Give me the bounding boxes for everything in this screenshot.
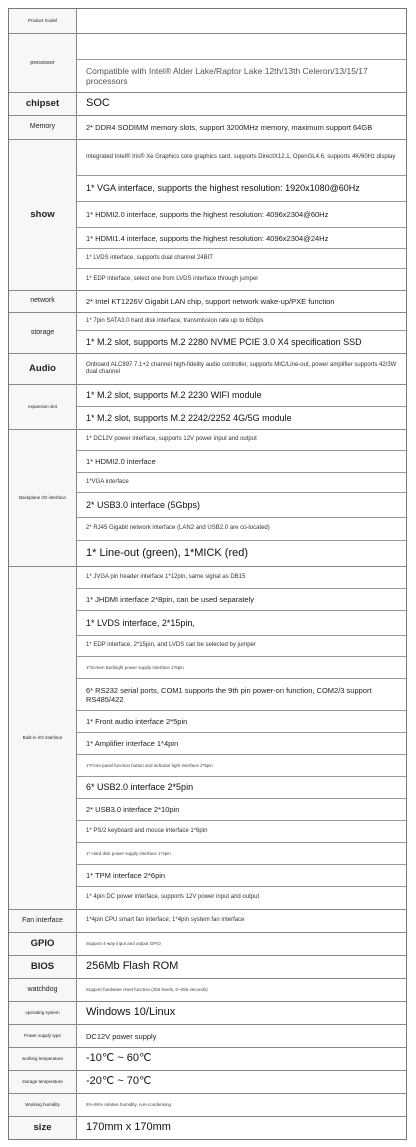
spec-label: expansion slot <box>9 385 77 429</box>
spec-value <box>77 34 406 60</box>
spec-value: 1* HDMI1.4 interface, supports the highest resolution: 4096x2304@24Hz <box>77 228 406 249</box>
spec-values <box>77 1071 406 1093</box>
spec-value: 1* M.2 slot, supports M.2 2280 NVME PCIE 3.0 X4 specification SSD <box>86 336 362 347</box>
spec-values <box>77 93 406 115</box>
spec-row <box>9 910 406 933</box>
spec-value: -20℃ ~ 70℃ <box>86 1075 152 1088</box>
spec-value: 1* EDP interface, select one from LVDS interface through jumper <box>86 275 259 282</box>
spec-value: 2* RJ45 Gigabit network interface (LAN2 and USB2.0 are co-located) <box>77 518 406 541</box>
spec-value: Integrated Intel® Iris® Xe Graphics core graphics card, supports DirectX12.1, OpenGL4.6, supports 4K/60Hz display <box>77 140 406 176</box>
spec-row <box>9 1117 406 1139</box>
spec-label: watchdog <box>9 979 77 1001</box>
spec-value: 6* USB2.0 interface 2*5pin <box>77 777 406 799</box>
spec-row <box>9 140 406 291</box>
spec-table <box>8 8 407 1140</box>
spec-row <box>9 354 406 385</box>
spec-values <box>77 1094 406 1116</box>
spec-value: 1* Hard disk power supply interface 1*4pin <box>77 843 406 865</box>
spec-row <box>9 430 406 567</box>
spec-values <box>77 430 406 566</box>
spec-value: 1* Amplifier interface 1*4pin <box>77 733 406 755</box>
spec-value: 1* VGA interface, supports the highest resolution: 1920x1080@60Hz <box>77 176 406 202</box>
spec-label: Power supply type <box>9 1025 77 1047</box>
spec-value: 1* LVDS interface, 2*15pin, <box>77 611 406 636</box>
spec-value: -10℃ ~ 60℃ <box>86 1052 152 1065</box>
spec-value: 5%-95% relative humidity, non-condensing <box>86 1102 171 1108</box>
spec-value: Support hardware reset function (256 levels, 0~255 seconds) <box>86 987 208 993</box>
spec-label: Working humidity <box>9 1094 77 1116</box>
spec-value: 2* USB3.0 interface (5Gbps) <box>77 493 406 518</box>
spec-values <box>77 9 406 33</box>
spec-row <box>9 933 406 956</box>
spec-value: 1* JHDMI interface 2*8pin, can be used separately <box>77 589 406 611</box>
spec-row <box>9 1025 406 1048</box>
spec-values <box>77 1117 406 1139</box>
spec-label: size <box>9 1117 77 1139</box>
spec-label: Audio <box>9 354 77 384</box>
spec-row <box>9 1002 406 1025</box>
spec-value: DC12V power supply <box>86 1031 157 1041</box>
spec-values <box>77 34 406 92</box>
spec-row <box>9 291 406 313</box>
spec-value: 1* 7pin SATA3.0 hard disk interface, transmission rate up to 6Gbps <box>77 313 406 331</box>
spec-label: Built-in I/O interface <box>9 567 77 909</box>
spec-values <box>77 313 406 353</box>
spec-value: 1* LVDS interface, supports dual channel 24BIT <box>77 249 406 269</box>
spec-value: 2* USB3.0 interface 2*10pin <box>77 799 406 821</box>
spec-label: storage <box>9 313 77 353</box>
spec-value: 1*4pin CPU smart fan interface; 1*4pin system fan interface <box>86 917 245 924</box>
spec-row <box>9 956 406 979</box>
spec-value: 1*VGA interface <box>77 473 406 493</box>
spec-row <box>9 1071 406 1094</box>
spec-value: 1* 4pin DC power interface, supports 12V power input and output <box>86 894 260 901</box>
spec-value: 1* DC12V power interface, supports 12V power input and output <box>77 430 406 451</box>
spec-value: SOC <box>86 97 110 110</box>
spec-value <box>77 9 406 33</box>
spec-row <box>9 1094 406 1117</box>
spec-values <box>77 1025 406 1047</box>
spec-row <box>9 313 406 354</box>
spec-value: 1* HDMI2.0 interface <box>77 451 406 473</box>
spec-values <box>77 140 406 290</box>
spec-value: 1* Line-out (green), 1*MICK (red) <box>86 546 249 559</box>
spec-label: BIOS <box>9 956 77 978</box>
spec-label: Product model <box>9 9 77 33</box>
spec-values <box>77 291 406 312</box>
spec-row <box>9 385 406 430</box>
spec-label: GPIO <box>9 933 77 955</box>
spec-values <box>77 933 406 955</box>
spec-row <box>9 34 406 93</box>
spec-label: operating system <box>9 1002 77 1024</box>
spec-label: processor <box>9 34 77 92</box>
spec-value: 2* Intel KT1226V Gigabit LAN chip, support network wake-up/PXE function <box>86 297 335 306</box>
spec-value: 6* RS232 serial ports, COM1 supports the 9th pin power-on function, COM2/3 support RS485/422 <box>77 679 406 711</box>
spec-values <box>77 1048 406 1070</box>
spec-value: 170mm x 170mm <box>86 1121 171 1134</box>
spec-values <box>77 910 406 932</box>
spec-value: 1* HDMI2.0 interface, supports the highest resolution: 4096x2304@60Hz <box>77 202 406 228</box>
spec-row <box>9 9 406 34</box>
spec-label: Fan interface <box>9 910 77 932</box>
spec-values <box>77 116 406 139</box>
spec-value: 1* M.2 slot, supports M.2 2242/2252 4G/5G module <box>86 412 292 423</box>
spec-label: show <box>9 140 77 290</box>
spec-value: 2* DDR4 SODIMM memory slots, support 3200MHz memory, maximum support 64GB <box>86 123 373 132</box>
spec-values <box>77 956 406 978</box>
spec-row <box>9 93 406 116</box>
spec-values <box>77 567 406 909</box>
spec-label: chipset <box>9 93 77 115</box>
spec-value: Onboard ALC897 7.1+2 channel high-fidelity audio controller, supports MIC/Line-out, power amplifier supports 42/3W dual channel <box>86 361 397 375</box>
spec-value: 1*Front panel function button and indicator light interface 2*5pin <box>77 755 406 777</box>
spec-value: 256Mb Flash ROM <box>86 960 179 973</box>
spec-value: 1* M.2 slot, supports M.2 2230 WIFI module <box>77 385 406 407</box>
spec-label: storage temperature <box>9 1071 77 1093</box>
spec-values <box>77 1002 406 1024</box>
spec-row <box>9 979 406 1002</box>
spec-value: 1* TPM interface 2*6pin <box>77 865 406 887</box>
spec-value: 1* JVGA pin header interface 1*12pin, same signal as DB15 <box>77 567 406 589</box>
spec-values <box>77 385 406 429</box>
spec-value: 1* Front audio interface 2*5pin <box>77 711 406 733</box>
spec-values <box>77 354 406 384</box>
spec-row <box>9 116 406 140</box>
spec-value: 1*Screen backlight power supply interface 1*6pin <box>77 657 406 679</box>
spec-value: 1* EDP interface, 2*15pin, and LVDS can be selected by jumper <box>77 636 406 657</box>
spec-label: working temperature <box>9 1048 77 1070</box>
spec-row <box>9 567 406 910</box>
spec-label: Memory <box>9 116 77 139</box>
spec-value: Windows 10/Linux <box>86 1006 176 1019</box>
spec-value: Compatible with Intel® Alder Lake/Raptor Lake 12th/13th Celeron/13/15/17 processors <box>86 65 368 86</box>
spec-row <box>9 1048 406 1071</box>
spec-value: Support 4-way input and output GPIO <box>86 941 162 947</box>
spec-label: network <box>9 291 77 312</box>
spec-values <box>77 979 406 1001</box>
spec-value: 1* PS/2 keyboard and mouse interface 1*6pin <box>77 821 406 843</box>
spec-label: Backplane I/O interface <box>9 430 77 566</box>
